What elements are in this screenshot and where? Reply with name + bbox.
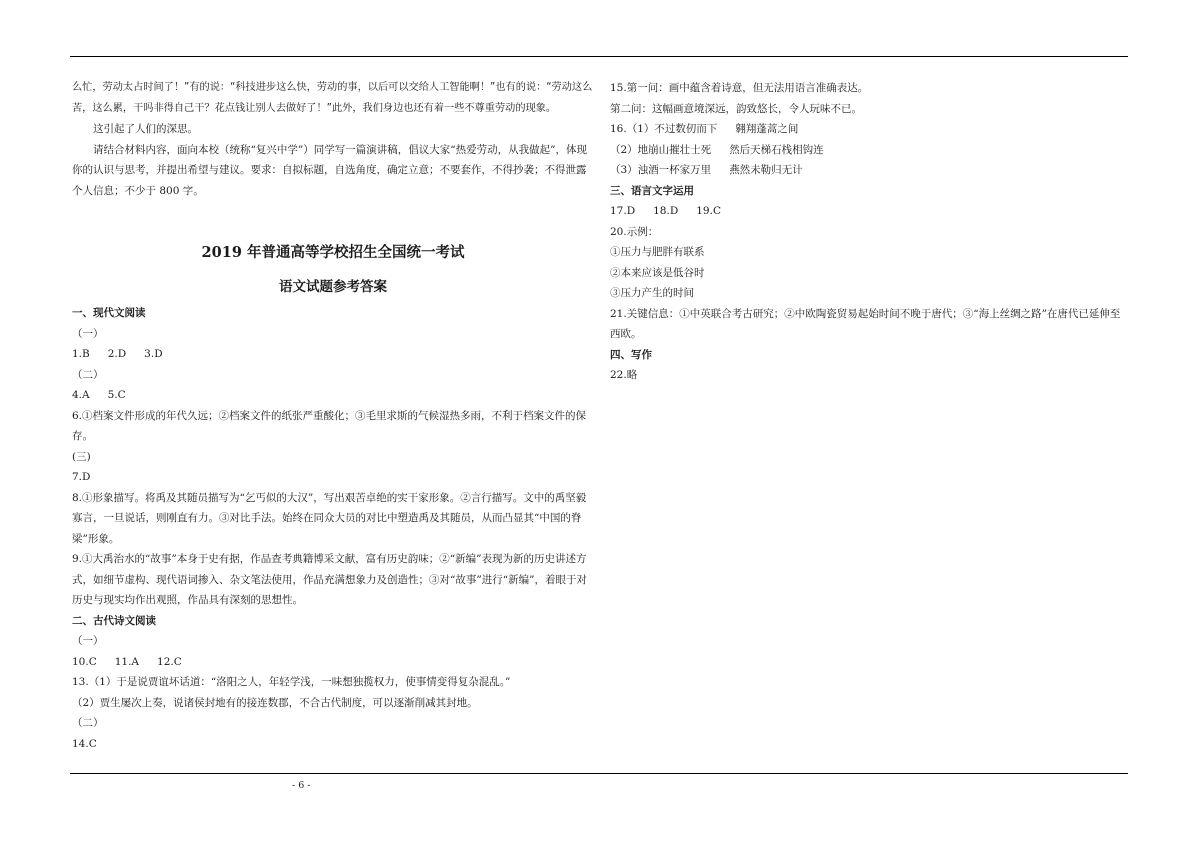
subsection-label: (三) [72, 450, 91, 463]
exam-title: 2019 年普通高等学校招生全国统一考试 [201, 244, 465, 261]
answer-row-4-5 [72, 385, 594, 406]
answer-13-1: 13.（1）于是说贾谊坏话道：“洛阳之人，年轻学浅，一味想独揽权力，使事情变得复杂混乱。” [72, 676, 511, 688]
right-column [610, 78, 1130, 386]
answer-row-1-3 [72, 344, 594, 365]
header-rule [70, 56, 1128, 57]
subsection-label: （二） [72, 368, 104, 381]
essay-instructions: 请结合材料内容，面向本校（统称“复兴中学”）同学写一篇演讲稿，倡议大家“热爱劳动，从我做起”，体现你的认识与思考，并提出希望与建议。要求：自拟标题，自选角度，确定立意；不要套作，不得抄袭；不得泄露个人信息；不少于 800 字。 [72, 143, 587, 197]
answer-11: 11.A [114, 655, 140, 668]
subsection-label: （一） [72, 327, 104, 340]
answer-20-item-3: ③压力产生的时间 [610, 287, 694, 299]
essay-prompt-quote: 么忙，劳动太占时间了！”有的说：“科技进步这么快，劳动的事，以后可以交给人工智能啊！”也有的说：“劳动这么苦，这么累，干吗非得自己干？花点钱让别人去做好了！”此外，我们身边也还有着一些不尊重劳动的现象。 [72, 82, 593, 114]
answer-16-3 [610, 160, 1130, 181]
answer-15-2: 第二问：这幅画意境深远，韵致悠长，令人玩味不已。 [610, 102, 862, 115]
answer-20: 20.示例： [610, 225, 659, 238]
left-column [72, 78, 594, 754]
answer-4: 4.A [72, 389, 90, 401]
answer-9: 9.①大禹治水的“故事”本身于史有据，作品查考典籍博采文献，富有历史韵味；②“新编”表现为新的历史讲述方式，如细节虚构、现代语词掺入、杂文笔法使用，作品充满想象力及创造性；③对“故事”进行“新编”，着眼于对历史与现实均作出观照，作品具有深刻的思想性。 [72, 553, 587, 606]
answer-15-1: 15.第一问：画中蕴含着诗意，但无法用语言准确表达。 [610, 82, 869, 94]
page-number: - 6 - [292, 780, 311, 791]
answer-16-1-part-a: 16.（1）不过数仞而下 [610, 123, 718, 135]
answer-10: 10.C [72, 655, 97, 668]
section-heading-classical-reading: 二、古代诗文阅读 [72, 614, 156, 627]
answer-6: 6.①档案文件形成的年代久远；②档案文件的纸张严重酸化；③毛里求斯的气候湿热多雨，不利于档案文件的保存。 [72, 409, 587, 442]
answer-17: 17.D [610, 205, 636, 217]
answer-16-3-part-b: 燕然未勒归无计 [729, 164, 803, 176]
answer-16-2 [610, 140, 1130, 161]
answer-key-title: 语文试题参考答案 [279, 279, 387, 295]
answer-row-10-12 [72, 652, 594, 673]
answer-16-1-part-b: 翱翔蓬蒿之间 [735, 123, 799, 135]
answer-20-item-2: ②本来应该是低谷时 [610, 266, 705, 279]
essay-prompt-paragraph: 这引起了人们的深思。 [93, 123, 198, 135]
answer-16-2-part-b: 然后天梯石栈相钩连 [729, 143, 824, 156]
section-heading-writing: 四、写作 [610, 348, 652, 361]
answer-7: 7.D [72, 471, 91, 483]
answer-1: 1.B [72, 348, 90, 360]
answer-12: 12.C [157, 655, 182, 668]
section-heading-language-use: 三、语言文字运用 [610, 184, 694, 197]
answer-8: 8.①形象描写。将禹及其随员描写为“乞丐似的大汉”，写出艰苦卓绝的实干家形象。②言行描写。文中的禹坚毅寡言，一旦说话，则刚直有力。③对比手法。始终在同众大员的对比中塑造禹及其随员，从而凸显其“中国的脊梁”形象。 [72, 491, 587, 545]
subsection-label: （一） [72, 635, 104, 647]
answer-16-2-part-a: （2）地崩山摧壮士死 [610, 143, 712, 156]
answer-3: 3.D [144, 348, 163, 360]
subsection-label: （二） [72, 717, 104, 729]
answer-22: 22.略 [610, 369, 638, 381]
answer-16-1 [610, 119, 1130, 140]
answer-21: 21.关键信息：①中英联合考古研究；②中欧陶瓷贸易起始时间不晚于唐代；③“海上丝绸之路”在唐代已延伸至西欧。 [610, 307, 1121, 340]
answer-20-item-1: ①压力与肥胖有联系 [610, 246, 705, 258]
answer-18: 18.D [653, 205, 679, 217]
answer-19: 19.C [696, 205, 721, 217]
answer-16-3-part-a: （3）浊酒一杯家万里 [610, 164, 712, 176]
footer-rule [70, 773, 1128, 774]
answer-row-17-19 [610, 201, 1130, 222]
answer-2: 2.D [107, 348, 127, 360]
answer-5: 5.C [107, 389, 126, 401]
answer-13-2: （2）贾生屡次上奏，说诸侯封地有的接连数郡，不合古代制度，可以逐渐削减其封地。 [72, 696, 478, 709]
answer-14: 14.C [72, 737, 97, 750]
section-heading-modern-reading: 一、现代文阅读 [72, 307, 146, 319]
